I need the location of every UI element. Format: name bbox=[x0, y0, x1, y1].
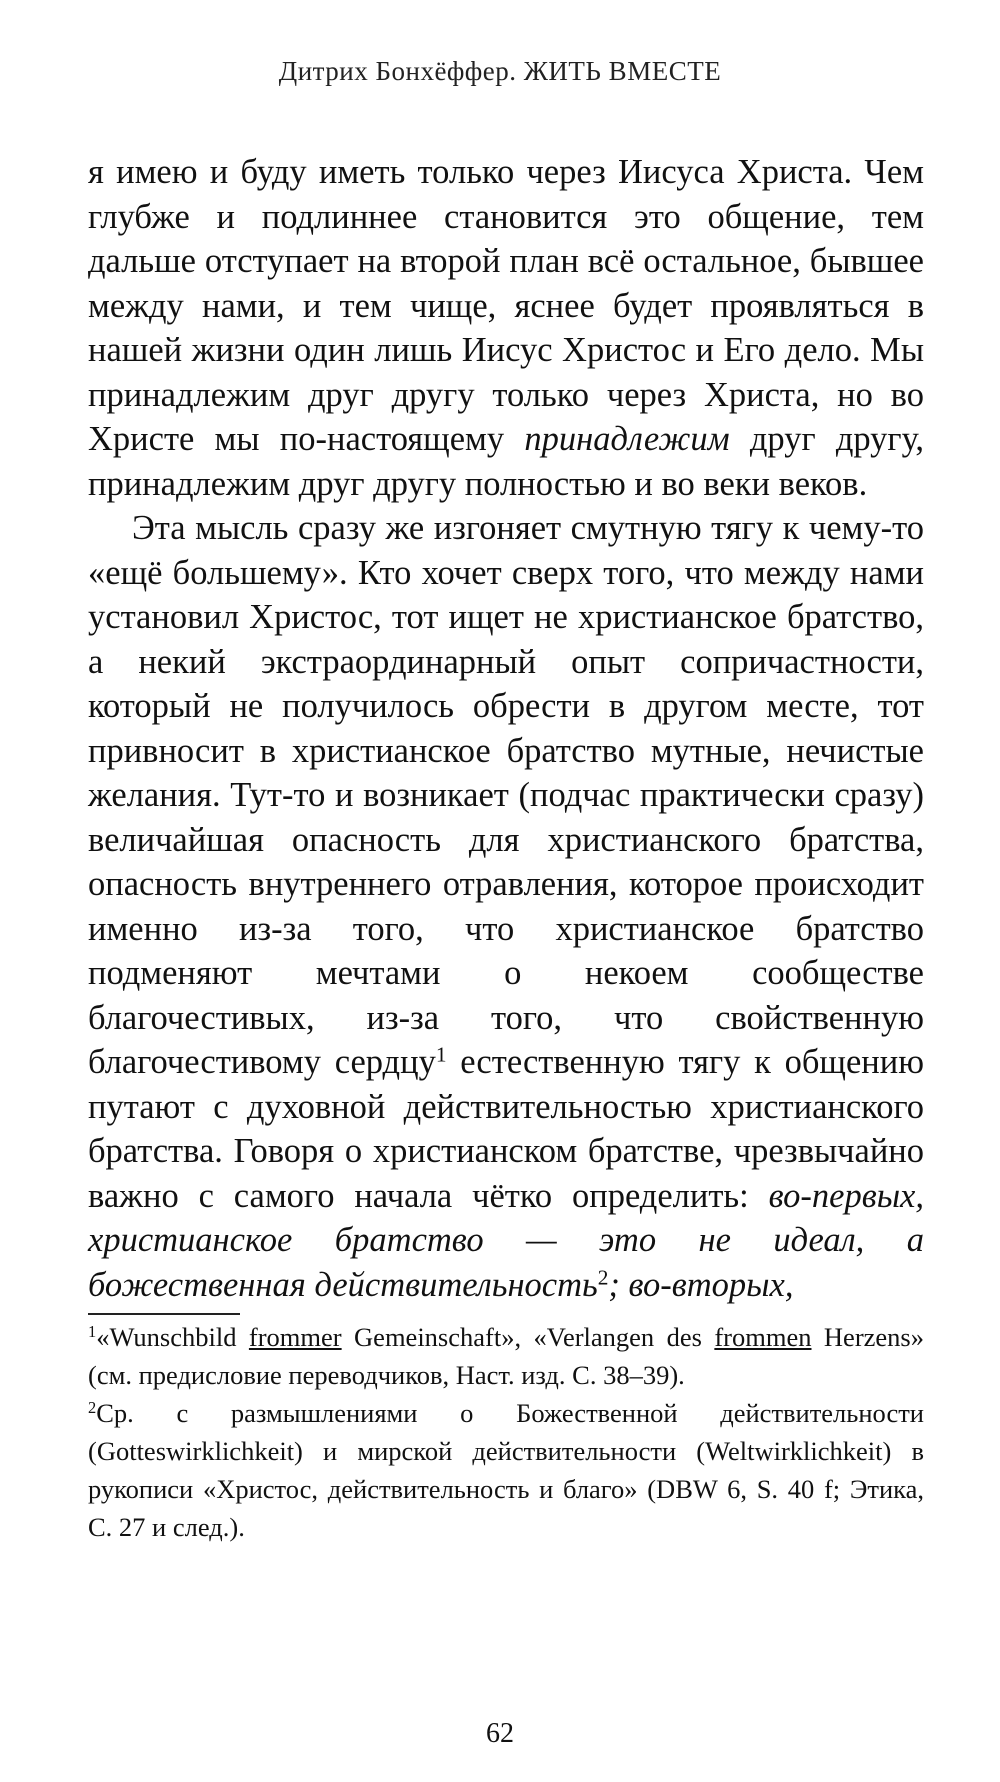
paragraph-text: Эта мысль сразу же изгоняет смутную тягу к чему-то «ещё большему». Кто хочет сверх того, что между нами установил Христос, тот ищет не христианское братство, а некий экстраординарный опыт сопричастности, который не получилось обрести в другом месте, тот привносит в христианское братство мутные, нечистые желания. Тут-то и возникает (подчас практически сразу) величайшая опасность для христианского братства, опасность внутреннего отравления, которое происходит именно из-за того, что христианское братство подменяют мечтами о некоем сообществе благочестивых, из-за того, что свойственную благочестивому сердцу bbox=[88, 509, 924, 1081]
footnote-text: «Wunschbild bbox=[96, 1322, 249, 1352]
emphasis-text: во-первых, христианское братство — это не идеал, а божественная действительность bbox=[88, 1176, 924, 1304]
underlined-word: frommen bbox=[714, 1322, 812, 1352]
paragraph bbox=[88, 150, 924, 506]
footnote-text: Gemeinschaft», «Verlangen des bbox=[341, 1322, 715, 1352]
emphasis-text: принадлежим bbox=[524, 420, 730, 458]
emphasis-text: ; во-вторых, bbox=[608, 1265, 794, 1304]
footnote-text: Ср. с размышлениями о Божественной действительности (Gotteswirklichkeit) и мирской действительности (Weltwirklichkeit) в рукописи «Христос, действительность и благо» (DBW 6, S. 40 f; Этика, С. 27 и след.). bbox=[88, 1398, 924, 1542]
paragraph-text: естественную тягу к общению путают с духовной действительностью христианского братства. Говоря о христианском братстве, чрезвычайно важно с самого начала чётко определить: bbox=[88, 1043, 924, 1215]
paragraph-text: я имею и буду иметь только через Иисуса Христа. Чем глубже и подлиннее становится это общение, тем дальше отступает на второй план всё остальное, бывшее между нами, и тем чище, яснее будет проявляться в нашей жизни один лишь Иисус Христос и Его дело. Мы принадлежим друг другу только через Христа, но во Христе мы по-настоящему bbox=[88, 153, 924, 458]
footnote-reference: 1 bbox=[435, 1042, 447, 1067]
footnote bbox=[88, 1318, 924, 1394]
main-text bbox=[88, 150, 924, 1307]
page-number: 62 bbox=[486, 1718, 514, 1749]
paragraph-text: друг другу, принадлежим друг другу полностью и во веки веков. bbox=[88, 420, 924, 503]
footnote-text: Herzens» (см. предисловие переводчиков, Наст. изд. С. 38–39). bbox=[88, 1322, 924, 1390]
underlined-word: frommer bbox=[248, 1322, 342, 1352]
running-head: Дитрих Бонхёффер. ЖИТЬ ВМЕСТЕ bbox=[278, 56, 722, 86]
footnotes bbox=[88, 1318, 924, 1546]
footnote-mark: 2 bbox=[88, 1397, 97, 1417]
footnote bbox=[88, 1394, 924, 1546]
paragraph bbox=[88, 506, 924, 1307]
footnote-separator bbox=[88, 1313, 240, 1315]
footnote-mark: 1 bbox=[88, 1321, 97, 1341]
footnote-reference: 2 bbox=[597, 1264, 609, 1289]
